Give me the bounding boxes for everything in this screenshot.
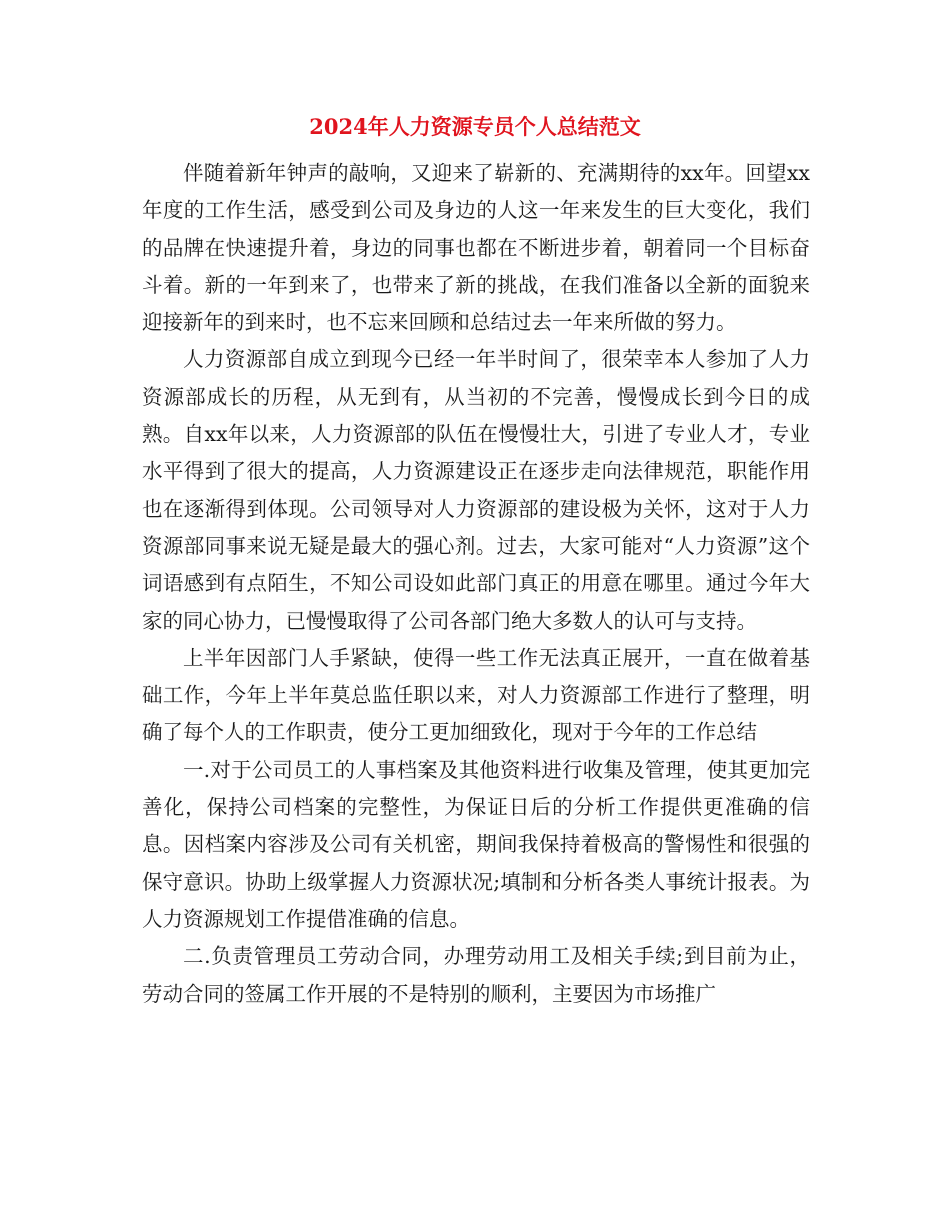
paragraph-3: 上半年因部门人手紧缺，使得一些工作无法真正展开，一直在做着基础工作，今年上半年莫总监任职以来，对人力资源部工作进行了整理，明确了每个人的工作职责，使分工更加细致化，现对于今年的工作总结 <box>142 645 810 745</box>
paragraph-1: 伴随着新年钟声的敲响，又迎来了崭新的、充满期待的xx年。回望xx年度的工作生活，感受到公司及身边的人这一年来发生的巨大变化，我们的品牌在快速提升着，身边的同事也都在不断进步着，朝着同一个目标奋斗着。新的一年到来了，也带来了新的挑战，在我们准备以全新的面貌来迎接新年的到来时，也不忘来回顾和总结过去一年来所做的努力。 <box>142 161 810 335</box>
document-title: 2024年人力资源专员个人总结范文 <box>309 114 641 139</box>
paragraph-5: 二.负责管理员工劳动合同，办理劳动用工及相关手续;到目前为止，劳动合同的签属工作开展的不是特别的顺利，主要因为市场推广 <box>142 944 810 1006</box>
paragraph-4: 一.对于公司员工的人事档案及其他资料进行收集及管理，使其更加完善化，保持公司档案的完整性，为保证日后的分析工作提供更准确的信息。因档案内容涉及公司有关机密，期间我保持着极高的警惕性和很强的保守意识。协助上级掌握人力资源状况;填制和分析各类人事统计报表。为人力资源规划工作提借准确的信息。 <box>142 757 810 931</box>
paragraph-2: 人力资源部自成立到现今已经一年半时间了，很荣幸本人参加了人力资源部成长的历程，从无到有，从当初的不完善，慢慢成长到今日的成熟。自xx年以来，人力资源部的队伍在慢慢壮大，引进了专业人才，专业水平得到了很大的提高，人力资源建设正在逐步走向法律规范，职能作用也在逐渐得到体现。公司领导对人力资源部的建设极为关怀，这对于人力资源部同事来说无疑是最大的强心剂。过去，大家可能对“人力资源”这个词语感到有点陌生，不知公司设如此部门真正的用意在哪里。通过今年大家的同心协力，已慢慢取得了公司各部门绝大多数人的认可与支持。 <box>142 347 810 633</box>
document-body <box>142 155 810 1013</box>
